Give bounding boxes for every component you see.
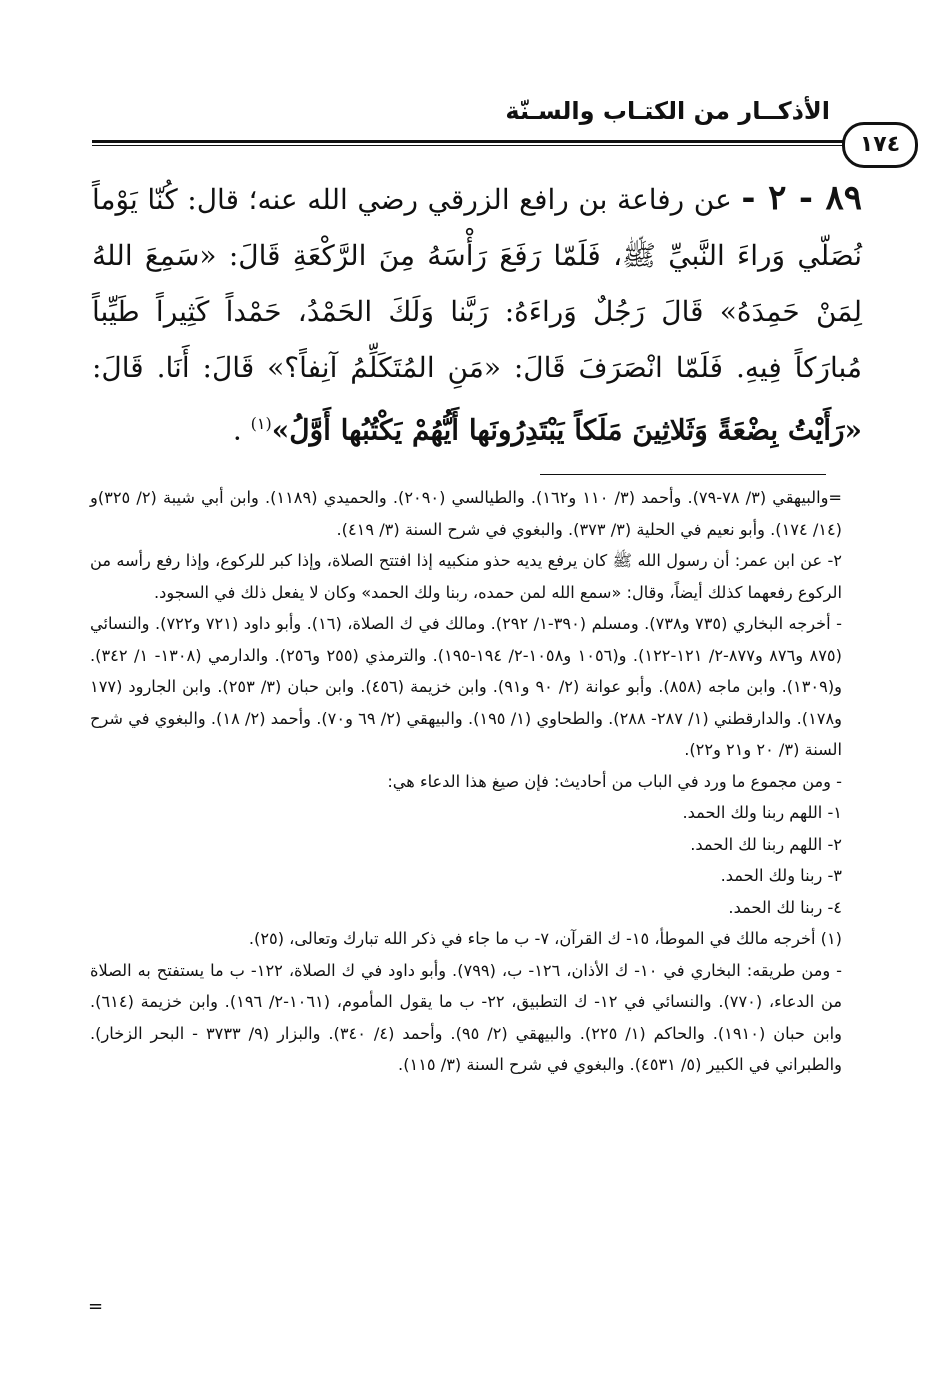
header-rule-thin [92, 145, 854, 146]
hadith-body: كُنّا يَوْماً نُصَلّي وَراءَ النَّبيِّ ﷺ، فَلَمّا رَفَعَ رَأْسَهُ مِنَ الرَّكْعَةِ قَالَ: «سَمِعَ اللهُ لِمَنْ حَمِدَهُ» قَالَ رَجُلٌ وَراءَهُ: رَبَّنا وَلَكَ الحَمْدُ، حَمْداً كَثِيراً طَيِّباً مُبارَكاً فِيهِ. فَلَمّا انْصَرَفَ قَالَ: «مَنِ المُتَكَلِّمُ آنِفاً؟» قَالَ: أَنَا. قَالَ: [92, 183, 862, 384]
footnote-1: (١) أخرجه مالك في الموطأ، ١٥- ك القرآن، ٧- ب ما جاء في ذكر الله تبارك وتعالى، (٢٥). [248, 929, 842, 948]
footnote-paragraph: - ومن مجموع ما ورد في الباب من أحاديث: فإن صيغ هذا الدعاء هي: [387, 771, 842, 791]
footnote-separator [540, 474, 826, 475]
dua-form-item: ١- اللهم ربنا ولك الحمد. [682, 803, 842, 822]
continuation-mark: = [88, 1296, 104, 1317]
header-rule [92, 140, 854, 143]
footnote-paragraph: - ومن طريقه: البخاري في ١٠- ك الأذان، ١٢٦- ب، (٧٩٩). وأبو داود في ك الصلاة، ١٢٢- ب ما يستفتح به الصلاة من الدعاء، (٧٧٠). والنسائي في ١٢- ك التطبيق، ٢٢- ب ما يقول المأموم، (١٠٦١-٢/ ١٩٦). وابن خزيمة (٦١٤). وابن حبان (١٩١٠). والحاكم (١/ ٢٢٥). والبيهقي (٢/ ٩٥). وأحمد (٤/ ٣٤٠). والبزار (٩/ ٣٧٣٣ - البحر الزخار). والطبراني في الكبير (٥/ ٤٥٣١). والبغوي في شرح السنة (٣/ ١١٥). [90, 960, 843, 1074]
hadith-text [92, 170, 862, 458]
hadith-quote: «رَأَيْتُ بِضْعَةً وَثَلاثِينَ مَلَكاً يَبْتَدِرُونَها أَيُّهُمْ يَكْتُبُها أَوَّلُ» [271, 413, 862, 447]
hadith-number: ٨٩ - ٢ - [741, 178, 863, 218]
footnotes [90, 482, 842, 1081]
dua-form-item: ٢- اللهم ربنا لك الحمد. [690, 834, 842, 854]
page-number: ١٧٤ [842, 122, 918, 168]
footnote-paragraph: ٢- عن ابن عمر: أن رسول الله ﷺ كان يرفع يديه حذو منكبيه إذا افتتح الصلاة، وإذا كبر للركوع، وإذا رفع رأسه من الركوع رفعهما كذلك أيضاً، وقال: «سمع الله لمن حمده، ربنا ولك الحمد» وكان لا يفعل ذلك في السجود. [90, 551, 842, 602]
hadith-end: . [232, 413, 251, 447]
footnote-paragraph: - أخرجه البخاري (٧٣٥ و٧٣٨). ومسلم (٣٩٠-١/ ٢٩٢). ومالك في ك الصلاة، (١٦). وأبو داود (٧٢١ و٧٢٢). والنسائي (٨٧٥ و٨٧٦ و٨٧٧-٢/ ١٢١-١٢٢). و(١٠٥٦ و١٠٥٨-٢/ ١٩٤-١٩٥). والترمذي (٢٥٥ و٢٥٦). والدارمي (١٣٠٨- ١/ ٣٤٢). و(١٣٠٩). وابن ماجه (٨٥٨). وأبو عوانة (٢/ ٩٠ و٩١). وابن خزيمة (٤٥٦). وابن حبان (٣/ ٢٥٣). وابن الجارود (١٧٧ و١٧٨). والدارقطني (١/ ٢٨٧- ٢٨٨). والطحاوي (١/ ١٩٥). والبيهقي (٢/ ٦٩ و٧٠). وأحمد (٢/ ١٨). والبغوي في شرح السنة (٣/ ٢٠ و٢١ و٢٢). [90, 614, 843, 759]
dua-form-item: ٣- ربنا ولك الحمد. [720, 866, 842, 885]
footnote-reference: (١) [250, 414, 272, 433]
dua-form-item: ٤- ربنا لك الحمد. [728, 897, 842, 917]
running-title: الأذكــار من الكتـاب والسـنّة [505, 97, 830, 125]
hadith-intro: عن رفاعة بن رافع الزرقي رضي الله عنه؛ قال: [177, 183, 732, 216]
footnote-continuation: =والبيهقي (٣/ ٧٨-٧٩). وأحمد (٣/ ١١٠ و١٦٢). والطيالسي (٢٠٩٠). والحميدي (١١٨٩). وابن أبي شيبة (٢/ ٣٢٥)و (١٤/ ١٧٤). وأبو نعيم في الحلية (٣/ ٣٧٣). والبغوي في شرح السنة (٣/ ٤١٩). [90, 488, 842, 539]
